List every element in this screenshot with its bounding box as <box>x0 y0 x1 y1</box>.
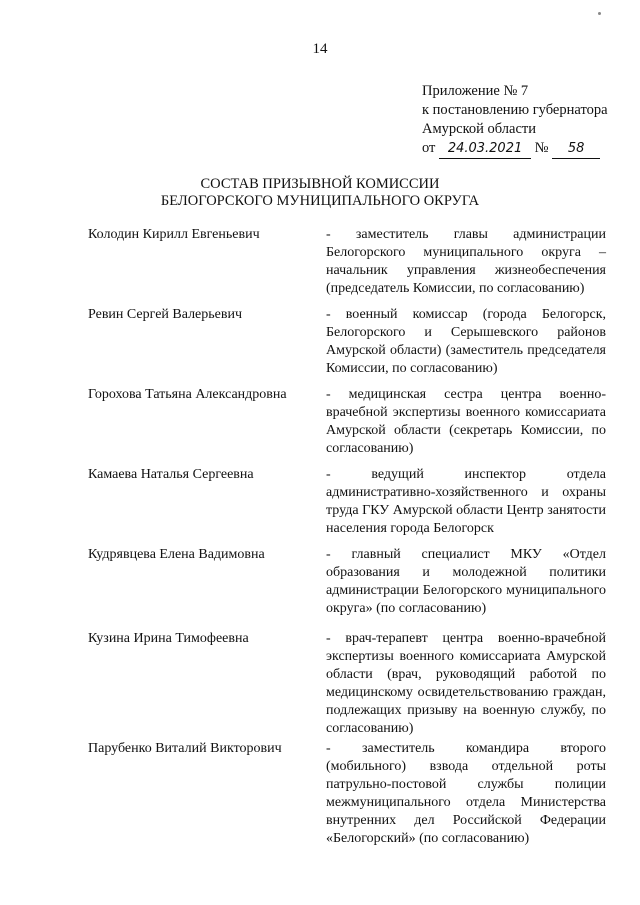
handwritten-number: 58 <box>552 139 600 159</box>
title-line-1: СОСТАВ ПРИЗЫВНОЙ КОМИССИИ <box>200 176 440 192</box>
member-role: - главный специалист МКУ «Отдел образования и молодежной политики администрации Белогорского муниципального округа» (по согласованию) <box>326 547 606 616</box>
date-prefix: от <box>422 140 436 156</box>
handwritten-date: 24.03.2021 <box>439 139 531 159</box>
member-role: - врач-терапевт центра военно-врачебной экспертизы военного комиссариата Амурской области (врач, руководящий работой по медицинскому освидетельствованию граждан, подлежащих призыву на военную службу, по согласованию) <box>326 631 606 736</box>
member-name: Кузина Ирина Тимофеевна <box>88 631 249 646</box>
member-role: - заместитель командира второго (мобильного) взвода отдельной роты патрульно-постовой службы полиции межмуниципального отдела Министерства внутренних дел Российской Федерации «Белогорский» (по согласованию) <box>326 741 606 846</box>
appendix-date-line <box>422 139 622 159</box>
document-title <box>0 176 640 210</box>
title-line-2: БЕЛОГОРСКОГО МУНИЦИПАЛЬНОГО ОКРУГА <box>160 193 480 209</box>
member-name: Парубенко Виталий Викторович <box>88 741 282 756</box>
member-name: Кудрявцева Елена Вадимовна <box>88 547 265 562</box>
member-name: Горохова Татьяна Александровна <box>88 387 287 402</box>
member-name: Камаева Наталья Сергеевна <box>88 467 254 482</box>
member-role: - медицинская сестра центра военно-врачебной экспертизы военного комиссариата Амурской области (секретарь Комиссии, по согласованию) <box>326 387 606 456</box>
member-name: Колодин Кирилл Евгеньевич <box>88 227 260 242</box>
member-role: - военный комиссар (города Белогорск, Белогорского и Серышевского районов Амурской области) (заместитель председателя Комиссии, по согласованию) <box>326 307 606 376</box>
page-number: 14 <box>312 41 328 57</box>
member-role: - заместитель главы администрации Белогорского муниципального округа – начальник управления жизнеобеспечения (председатель Комиссии, по согласованию) <box>326 227 606 296</box>
appendix-line-2: к постановлению губернатора <box>422 102 608 118</box>
member-role: - ведущий инспектор отдела административно-хозяйственного и охраны труда ГКУ Амурской области Центр занятости населения города Белогорск <box>326 467 606 536</box>
member-name: Ревин Сергей Валерьевич <box>88 307 243 322</box>
number-label: № <box>534 140 549 156</box>
appendix-line-1: Приложение № 7 <box>422 83 529 99</box>
appendix-line-3: Амурской области <box>422 121 536 137</box>
scan-speck <box>598 12 601 15</box>
appendix-block <box>422 82 622 159</box>
